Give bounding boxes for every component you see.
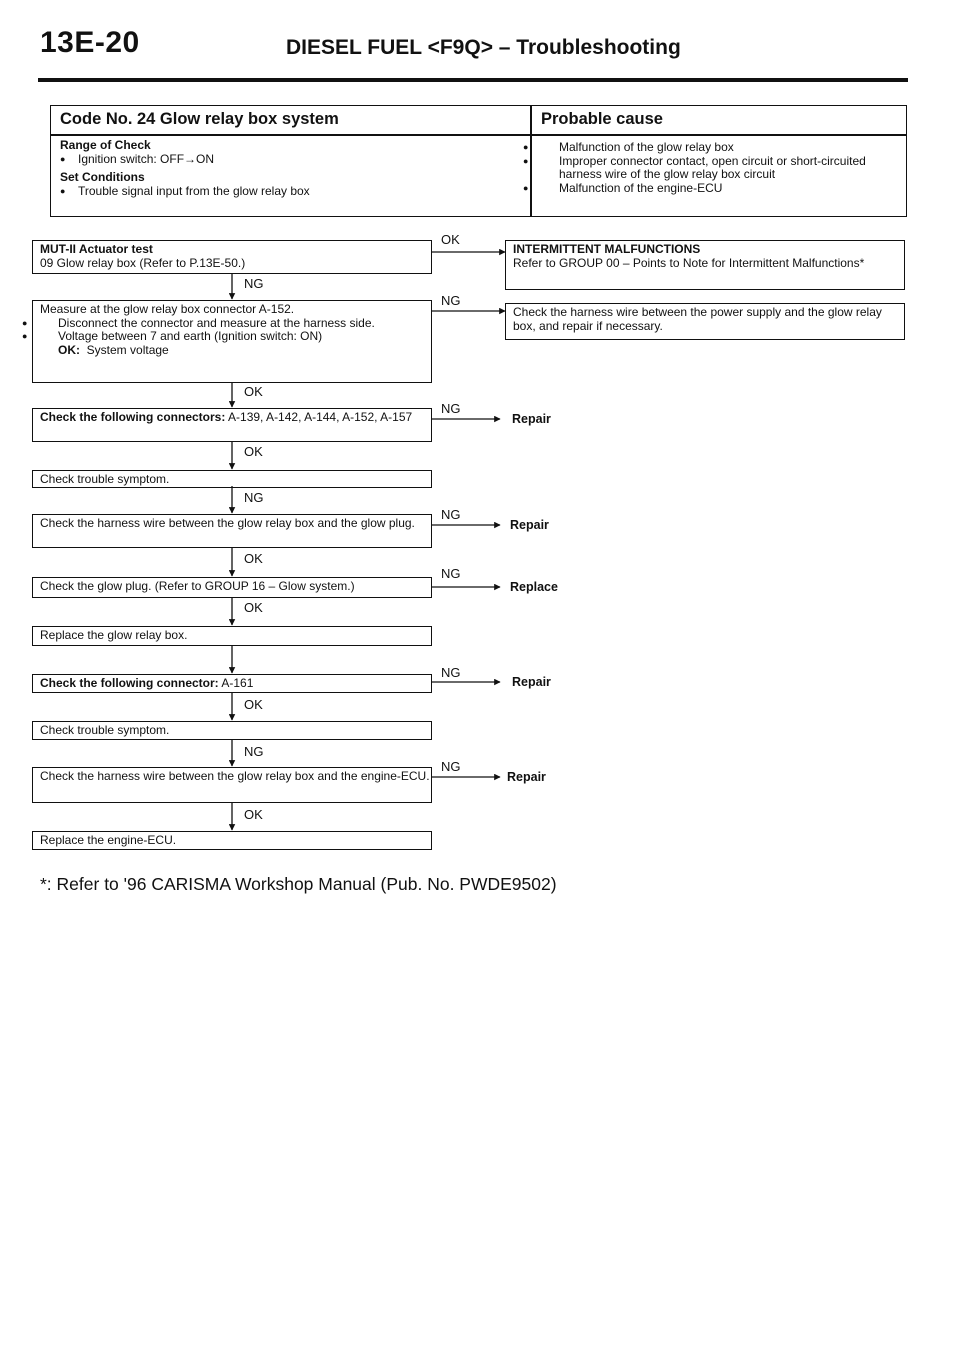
- ok-label: OK: [441, 232, 460, 247]
- flow-step-check-harness-glow-plug: [32, 514, 432, 548]
- intermittent-text: Refer to GROUP 00 – Points to Note for Intermittent Malfunctions*: [513, 255, 865, 270]
- repair-result: Repair: [510, 518, 549, 532]
- range-label: Range of Check: [60, 138, 151, 152]
- footnote: *: Refer to '96 CARISMA Workshop Manual (Pub. No. PWDE9502): [40, 874, 557, 894]
- flow-step-check-glow-plug: [32, 577, 432, 598]
- ng-label: NG: [441, 293, 461, 308]
- ng-label: NG: [441, 507, 461, 522]
- step6-text: Check the glow plug. (Refer to GROUP 16 – Glow system.): [40, 579, 355, 593]
- step2-line1: Measure at the glow relay box connector A-152.: [40, 302, 295, 316]
- repair-result: Repair: [507, 770, 546, 784]
- flow-step-check-symptom-2: [32, 721, 432, 740]
- step10-text: Check the harness wire between the glow relay box and the engine-ECU.: [40, 769, 430, 783]
- flow-step-replace-ecu: [32, 831, 432, 850]
- flow-step-measure-connector: [32, 300, 432, 383]
- flow-step-replace-relay-box: [32, 626, 432, 646]
- step3-label: Check the following connectors:: [40, 410, 226, 424]
- repair-result: Repair: [512, 412, 551, 426]
- probable-cause-heading: Probable cause: [541, 110, 663, 128]
- step3-value: A-139, A-142, A-144, A-152, A-157: [228, 410, 413, 424]
- range-item: ● Ignition switch: OFF→ON: [60, 153, 520, 167]
- step8-label: Check the following connector:: [40, 676, 219, 690]
- flow-step-check-harness-ecu: [32, 767, 432, 803]
- cause-item: ● Malfunction of the glow relay box: [541, 141, 896, 155]
- code-heading: Code No. 24 Glow relay box system: [60, 110, 339, 128]
- repair-result: Repair: [512, 675, 551, 689]
- step2-ok-criterion: OK: System voltage: [58, 342, 169, 357]
- ok-label: OK: [244, 807, 263, 822]
- ok-label: OK: [244, 697, 263, 712]
- step2-bullet: ● Voltage between 7 and earth (Ignition switch: ON): [40, 330, 431, 344]
- ng-label: NG: [244, 744, 264, 759]
- ok-label: OK: [244, 384, 263, 399]
- step1-text: 09 Glow relay box (Refer to P.13E-50.): [40, 255, 246, 270]
- ok-label: OK: [244, 551, 263, 566]
- step4-text: Check trouble symptom.: [40, 472, 170, 486]
- flow-step-check-symptom: [32, 470, 432, 488]
- intermittent-title: INTERMITTENT MALFUNCTIONS: [513, 242, 701, 256]
- ng-label: NG: [441, 665, 461, 680]
- page-title: DIESEL FUEL <F9Q> – Troubleshooting: [286, 36, 681, 59]
- step11-text: Replace the engine-ECU.: [40, 833, 177, 847]
- step1-title: MUT-II Actuator test: [40, 242, 153, 256]
- ng-label: NG: [244, 276, 264, 291]
- intermittent-malfunctions-box: [505, 240, 905, 290]
- flow-step-check-connectors: [32, 408, 432, 442]
- step2-ng-text: Check the harness wire between the power supply and the glow relay box, and repair if necessary.: [513, 305, 882, 333]
- step9-text: Check trouble symptom.: [40, 723, 170, 737]
- check-power-harness-box: [505, 303, 905, 340]
- cause-item: ● Improper connector contact, open circuit or short-circuited harness wire of the glow relay box circuit: [541, 155, 896, 182]
- flow-step-check-connector-a161: [32, 674, 432, 693]
- page-number: 13E-20: [40, 26, 140, 59]
- replace-result: Replace: [510, 580, 558, 594]
- flow-step-actuator-test: [32, 240, 432, 274]
- set-item: ● Trouble signal input from the glow relay box: [60, 185, 520, 199]
- set-conditions-label: Set Conditions: [60, 170, 145, 184]
- ng-label: NG: [441, 759, 461, 774]
- ok-label: OK: [244, 444, 263, 459]
- ng-label: NG: [441, 566, 461, 581]
- ng-label: NG: [244, 490, 264, 505]
- step2-bullet: ● Disconnect the connector and measure at the harness side.: [40, 317, 431, 331]
- ok-label: OK: [244, 600, 263, 615]
- ng-label: NG: [441, 401, 461, 416]
- step7-text: Replace the glow relay box.: [40, 628, 188, 642]
- cause-item: ● Malfunction of the engine-ECU: [541, 182, 896, 196]
- step5-text: Check the harness wire between the glow relay box and the glow plug.: [40, 516, 415, 530]
- step8-value: A-161: [221, 676, 254, 690]
